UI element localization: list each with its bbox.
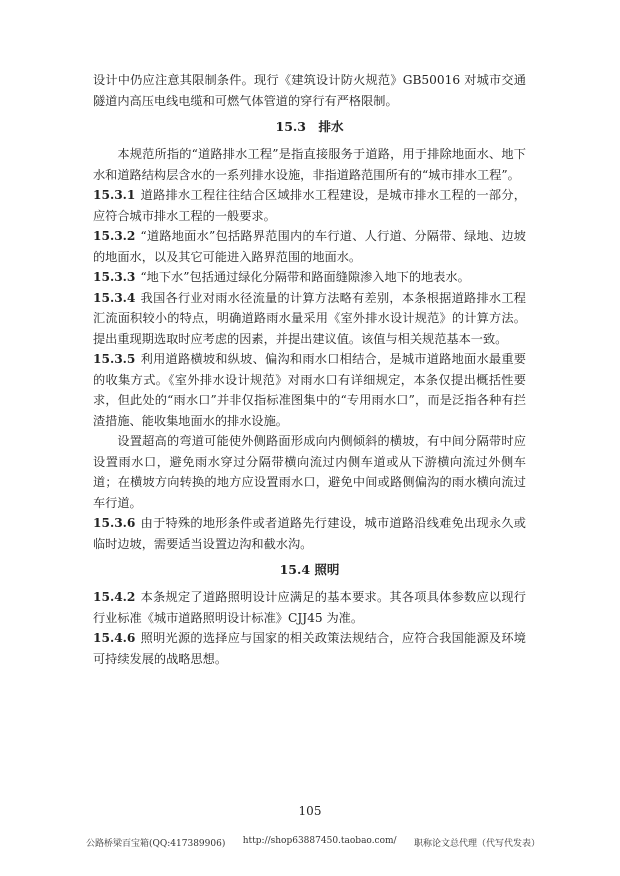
page-number: 105: [298, 804, 322, 818]
drainage-intro-paragraph: 本规范所指的“道路排水工程”是指直接服务于道路，用于排除地面水、地下水和道路结构层含水的一系列排水设施，非指道路范围所有的“城市排水工程”。: [93, 147, 526, 182]
clause-15-3-3: [93, 267, 526, 288]
clause-number: 15.3.2: [93, 229, 136, 243]
clause-number: 15.3.1: [93, 188, 136, 202]
clause-number: 15.4.2: [93, 590, 136, 604]
clause-text: 利用道路横坡和纵坡、偏沟和雨水口相结合，是城市道路地面水最重要的收集方式。《室外排水设计规范》对雨水口有详细规定，本条仅提出概括性要求，但此处的“雨水口”并非仅指标准图集中的“专用雨水口”，而是泛指各种有拦渣措施、能收集地面水的排水设施。: [93, 352, 526, 428]
section-title-lighting: 15.4 照明: [279, 562, 340, 577]
clause-15-3-1: [93, 185, 526, 226]
clause-15-3-4: [93, 288, 526, 350]
clause-number: 15.3.3: [93, 270, 136, 284]
clause-text: 由于特殊的地形条件或者道路先行建设，城市道路沿线难免出现永久或临时边坡，需要适当设置边沟和截水沟。: [93, 516, 526, 551]
clause-text: 我国各行业对雨水径流量的计算方法略有差别，本条根据道路排水工程汇流面积较小的特点，明确道路雨水量采用《室外排水设计规范》的计算方法。提出重现期选取时应考虑的因素，并提出建议值。该值与相关规范基本一致。: [93, 290, 526, 346]
clause-15-3-6: [93, 513, 526, 554]
page-content: [93, 70, 526, 669]
clause-number: 15.4.6: [93, 631, 136, 645]
footer-left-text: 公路桥梁百宝箱(QQ:417389906): [86, 839, 226, 849]
clause-text: “地下水”包括通过绿化分隔带和路面缝隙渗入地下的地表水。: [140, 270, 470, 284]
section-title-drainage: 15.3 排水: [275, 119, 344, 134]
clause-15-4-6: [93, 628, 526, 669]
clause-text: “道路地面水”包括路界范围内的车行道、人行道、分隔带、绿地、边坡的地面水，以及其它可能进入路界范围的地面水。: [93, 229, 526, 264]
clause-number: 15.3.5: [93, 352, 136, 366]
footer-url-text: http://shop63887450.taobao.com/: [242, 836, 397, 846]
clause-15-3-2: [93, 226, 526, 267]
superelevation-paragraph: 设置超高的弯道可能使外侧路面形成向内侧倾斜的横坡，有中间分隔带时应设置雨水口，避免雨水穿过分隔带横向流过内侧车道或从下游横向流过外侧车道；在横坡方向转换的地方应设置雨水口，避免中间或路侧偏沟的雨水横向流过车行道。: [93, 434, 526, 510]
clause-text: 道路排水工程往往结合区域排水工程建设，是城市排水工程的一部分，应符合城市排水工程的一般要求。: [93, 188, 526, 223]
clause-text: 照明光源的选择应与国家的相关政策法规结合，应符合我国能源及环境可持续发展的战略思想。: [93, 631, 526, 666]
clause-number: 15.3.4: [93, 290, 136, 305]
clause-text: 本条规定了道路照明设计应满足的基本要求。其各项具体参数应以现行行业标准《城市道路照明设计标准》CJJ45 为准。: [93, 590, 526, 625]
clause-15-4-2: [93, 587, 526, 628]
clause-15-3-5: [93, 349, 526, 431]
intro-paragraph: 设计中仍应注意其限制条件。现行《建筑设计防火规范》GB50016 对城市交通隧道内高压电线电缆和可燃气体管道的穿行有严格限制。: [93, 73, 526, 108]
footer-right-text: 职称论文总代理（代写代发表）: [413, 839, 540, 849]
page-footer: [86, 836, 540, 849]
clause-number: 15.3.6: [93, 516, 136, 530]
